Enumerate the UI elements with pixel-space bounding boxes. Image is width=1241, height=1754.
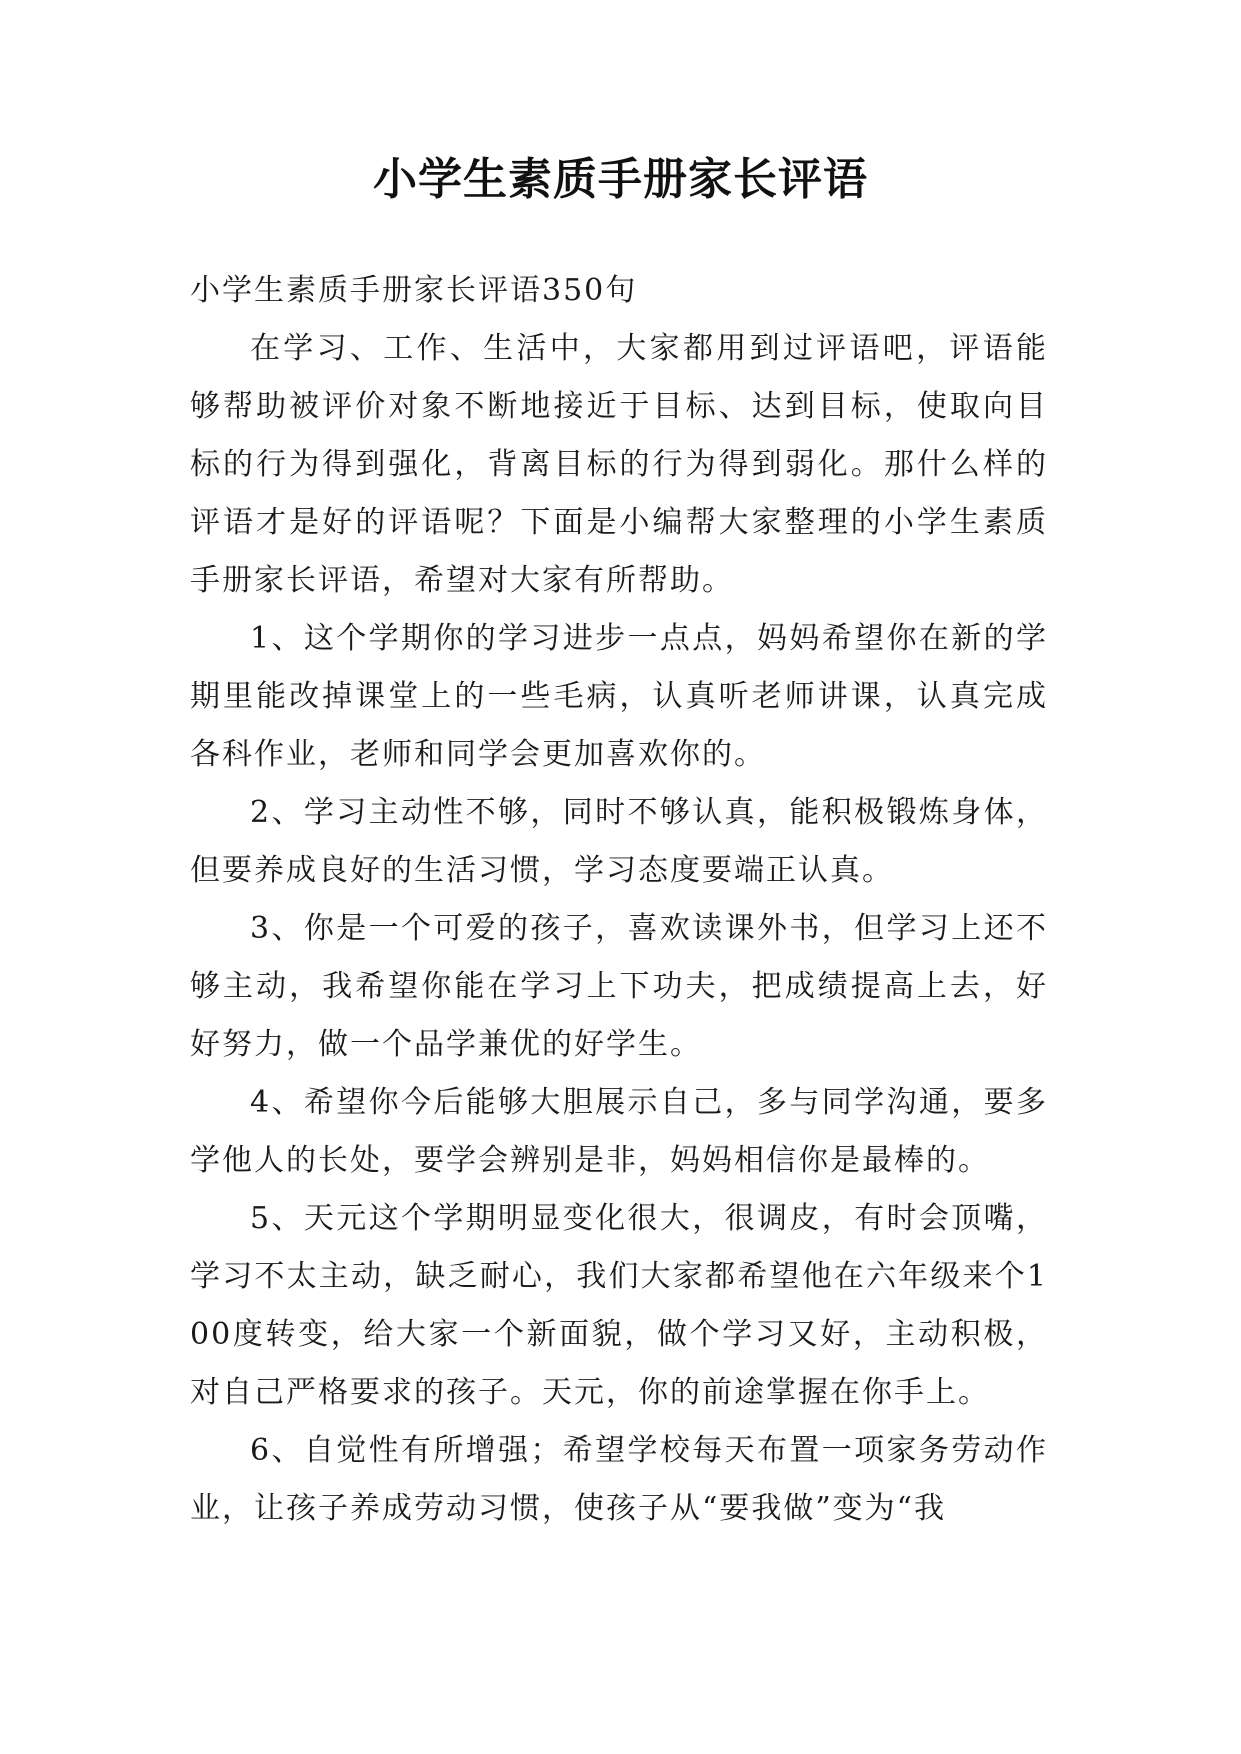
intro-paragraph: 在学习、工作、生活中，大家都用到过评语吧，评语能够帮助被评价对象不断地接近于目标、达到目标，使取向目标的行为得到强化，背离目标的行为得到弱化。那什么样的评语才是好的评语呢？下面是小编帮大家整理的小学生素质手册家长评语，希望对大家有所帮助。 (190, 331, 1048, 598)
document-body (190, 262, 1048, 1538)
comment-paragraph-2: 2、学习主动性不够，同时不够认真，能积极锻炼身体，但要养成良好的生活习惯，学习态度要端正认真。 (190, 795, 1048, 888)
document-title: 小学生素质手册家长评语 (373, 154, 868, 205)
comment-paragraph-6: 6、自觉性有所增强；希望学校每天布置一项家务劳动作业，让孩子养成劳动习惯，使孩子从“要我做”变为“我 (190, 1433, 1048, 1526)
comment-paragraph-4: 4、希望你今后能够大胆展示自己，多与同学沟通，要多学他人的长处，要学会辨别是非，妈妈相信你是最棒的。 (190, 1085, 1048, 1178)
document-subtitle: 小学生素质手册家长评语350句 (190, 273, 638, 308)
comment-paragraph-1: 1、这个学期你的学习进步一点点，妈妈希望你在新的学期里能改掉课堂上的一些毛病，认真听老师讲课，认真完成各科作业，老师和同学会更加喜欢你的。 (190, 621, 1048, 772)
comment-paragraph-5: 5、天元这个学期明显变化很大，很调皮，有时会顶嘴，学习不太主动，缺乏耐心，我们大家都希望他在六年级来个100度转变，给大家一个新面貌，做个学习又好，主动积极，对自己严格要求的孩子。天元，你的前途掌握在你手上。 (190, 1201, 1048, 1410)
comment-paragraph-3: 3、你是一个可爱的孩子，喜欢读课外书，但学习上还不够主动，我希望你能在学习上下功夫，把成绩提高上去，好好努力，做一个品学兼优的好学生。 (190, 911, 1048, 1062)
